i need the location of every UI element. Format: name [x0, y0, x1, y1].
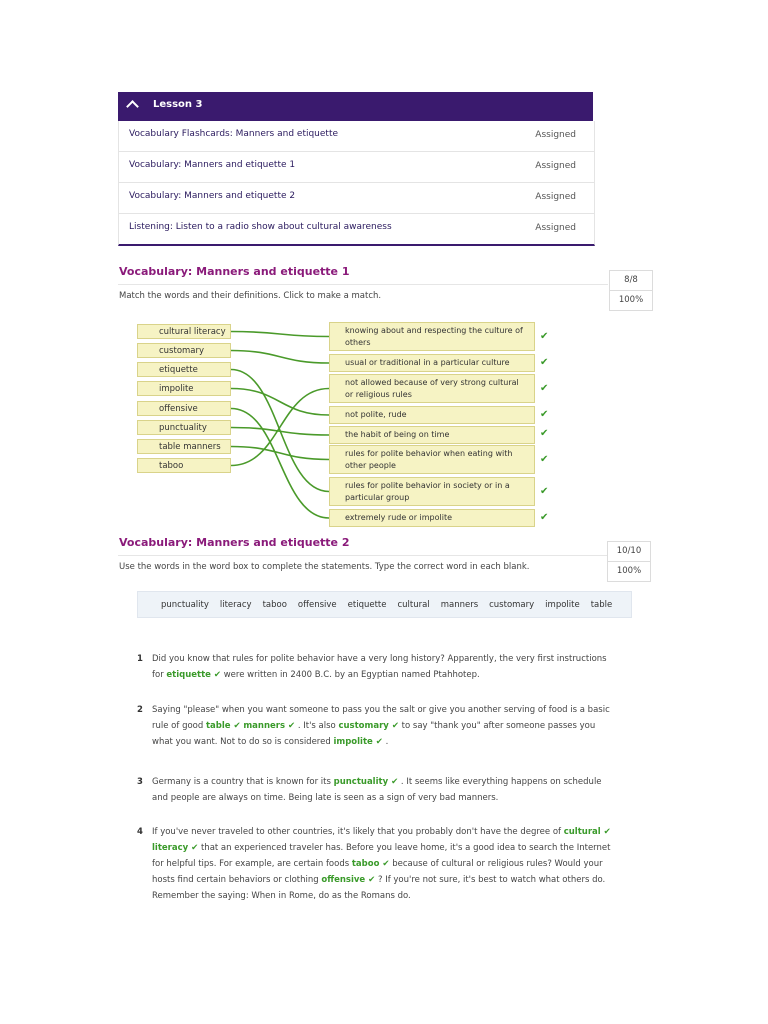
word-box-item: impolite — [545, 599, 580, 610]
lesson-item[interactable] — [119, 121, 594, 152]
score-value: 10/10 — [608, 542, 650, 562]
match-line — [231, 370, 329, 492]
question-text-segment: were written in 2400 B.C. by an Egyptian named Ptahhotep. — [221, 670, 480, 680]
match-word[interactable]: etiquette — [137, 362, 231, 377]
question-text — [152, 824, 612, 904]
exercise2-score — [607, 541, 651, 582]
match-line — [231, 409, 329, 519]
exercise2-title: Vocabulary: Manners and etiquette 2 — [119, 536, 350, 549]
exercise1-instructions: Match the words and their definitions. Click to make a match. — [119, 291, 382, 301]
match-definition[interactable]: not allowed because of very strong cultural or religious rules — [329, 374, 535, 403]
match-word[interactable]: taboo — [137, 458, 231, 473]
word-box-item: customary — [489, 599, 535, 610]
word-box-item: table — [590, 599, 613, 610]
question-text-segment: to say "thank you" after someone passes you what you want. Not to do so is considered — [152, 721, 596, 747]
question-text-segment: that an experienced traveler has. Before you leave home, it's a good idea to search the Internet for helpful tips. For example, are certain foods — [152, 843, 611, 869]
lesson-item-label[interactable]: Listening: Listen to a radio show about cultural awareness — [129, 222, 392, 232]
word-box-item: literacy — [219, 599, 252, 610]
check-icon: ✔ — [188, 843, 199, 853]
check-icon: ✔ — [372, 737, 383, 747]
question-text-segment: If you've never traveled to other countries, it's likely that you probably don't have the degree of — [152, 827, 564, 837]
check-icon: ✔ — [210, 670, 222, 680]
answer-blank[interactable]: offensive — [321, 875, 366, 885]
lesson-item[interactable] — [119, 214, 594, 244]
question-number: 2 — [137, 705, 143, 715]
match-word[interactable]: table manners — [137, 439, 231, 454]
match-line — [231, 351, 329, 364]
match-definition[interactable]: knowing about and respecting the culture of others — [329, 322, 535, 351]
exercise1-title: Vocabulary: Manners and etiquette 1 — [119, 265, 350, 278]
question-text-segment: . It's also — [295, 721, 339, 731]
question-number: 3 — [137, 777, 143, 787]
check-icon: ✔ — [540, 428, 549, 439]
lesson-title: Lesson 3 — [153, 99, 203, 110]
check-icon: ✔ — [540, 331, 549, 342]
question-text-segment: Did you know that rules for polite behavior have a very long history? Apparently, the very first instructions for — [152, 654, 607, 680]
answer-blank[interactable]: etiquette — [166, 670, 211, 680]
divider — [118, 284, 608, 285]
lesson-item-status: Assigned — [535, 130, 576, 140]
check-icon: ✔ — [230, 721, 241, 731]
question-text — [152, 702, 612, 750]
check-icon: ✔ — [600, 827, 611, 837]
word-box-item: taboo — [262, 599, 287, 610]
check-icon: ✔ — [540, 357, 549, 368]
score-value: 8/8 — [610, 271, 652, 291]
match-line — [231, 332, 329, 337]
match-word[interactable]: punctuality — [137, 420, 231, 435]
answer-blank[interactable]: customary — [338, 721, 389, 731]
lesson-item-status: Assigned — [535, 223, 576, 233]
question-text-segment: ? If you're not sure, it's best to watch what others do. Remember the saying: When in Rome, do as the Romans do. — [152, 875, 606, 901]
match-definition[interactable]: the habit of being on time — [329, 426, 535, 444]
match-line — [231, 389, 329, 466]
match-word[interactable]: cultural literacy — [137, 324, 231, 339]
match-word[interactable]: offensive — [137, 401, 231, 416]
question-text-segment: . — [382, 737, 389, 747]
answer-blank[interactable]: taboo — [351, 859, 380, 869]
question-text — [152, 774, 612, 806]
lesson-item-status: Assigned — [535, 161, 576, 171]
match-definition[interactable]: rules for polite behavior in society or in a particular group — [329, 477, 535, 506]
check-icon: ✔ — [540, 409, 549, 420]
answer-blank[interactable]: manners — [243, 721, 286, 731]
match-word[interactable]: impolite — [137, 381, 231, 396]
question-text-segment: . It seems like everything happens on schedule and people are always on time. Being late is seen as a sign of very bad manners. — [152, 777, 602, 803]
lesson-item-label[interactable]: Vocabulary: Manners and etiquette 1 — [129, 160, 296, 170]
answer-blank[interactable]: table — [205, 721, 231, 731]
match-definition[interactable]: rules for polite behavior when eating with other people — [329, 445, 535, 474]
match-definition[interactable]: extremely rude or impolite — [329, 509, 535, 527]
lesson-list — [118, 121, 595, 246]
word-box-item: manners — [440, 599, 479, 610]
answer-blank[interactable]: impolite — [333, 737, 373, 747]
check-icon: ✔ — [365, 875, 376, 885]
check-icon: ✔ — [388, 721, 399, 731]
match-definition[interactable]: usual or traditional in a particular culture — [329, 354, 535, 372]
match-line — [231, 389, 329, 416]
lesson-item-label[interactable]: Vocabulary Flashcards: Manners and etiquette — [129, 129, 339, 139]
exercise1-score — [609, 270, 653, 311]
question-number: 4 — [137, 827, 143, 837]
check-icon: ✔ — [379, 859, 390, 869]
lesson-item[interactable] — [119, 183, 594, 214]
question-text-segment: because of cultural or religious rules? Would your hosts find certain behaviors or clothing — [152, 859, 603, 885]
lesson-item[interactable] — [119, 152, 594, 183]
match-definition[interactable]: not polite, rude — [329, 406, 535, 424]
match-line — [231, 447, 329, 460]
answer-blank[interactable]: cultural — [563, 827, 601, 837]
lesson-item-label[interactable]: Vocabulary: Manners and etiquette 2 — [129, 191, 296, 201]
question-text — [152, 651, 612, 683]
lesson-header[interactable] — [118, 92, 593, 121]
lesson-item-status: Assigned — [535, 192, 576, 202]
question-text-segment: Saying "please" when you want someone to pass you the salt or give you another serving of food is a basic rule of good — [152, 705, 610, 731]
chevron-up-icon[interactable] — [126, 100, 139, 113]
question-text-segment: Germany is a country that is known for its — [152, 777, 334, 787]
check-icon: ✔ — [540, 454, 549, 465]
divider — [118, 555, 608, 556]
check-icon: ✔ — [540, 486, 549, 497]
question-number: 1 — [137, 654, 143, 664]
word-box-item: cultural — [397, 599, 430, 610]
check-icon: ✔ — [388, 777, 399, 787]
exercise2-instructions: Use the words in the word box to complete the statements. Type the correct word in each blank. — [119, 562, 530, 572]
word-box-item: offensive — [297, 599, 337, 610]
word-box-item: punctuality — [161, 599, 209, 610]
check-icon: ✔ — [285, 721, 296, 731]
score-percent: 100% — [616, 566, 642, 576]
word-box-item: etiquette — [347, 599, 387, 610]
score-percent: 100% — [618, 295, 644, 305]
word-box — [137, 591, 632, 618]
match-line — [231, 428, 329, 436]
check-icon: ✔ — [540, 512, 549, 523]
check-icon: ✔ — [540, 383, 549, 394]
answer-blank[interactable]: literacy — [152, 843, 189, 853]
match-word[interactable]: customary — [137, 343, 231, 358]
answer-blank[interactable]: punctuality — [333, 777, 389, 787]
